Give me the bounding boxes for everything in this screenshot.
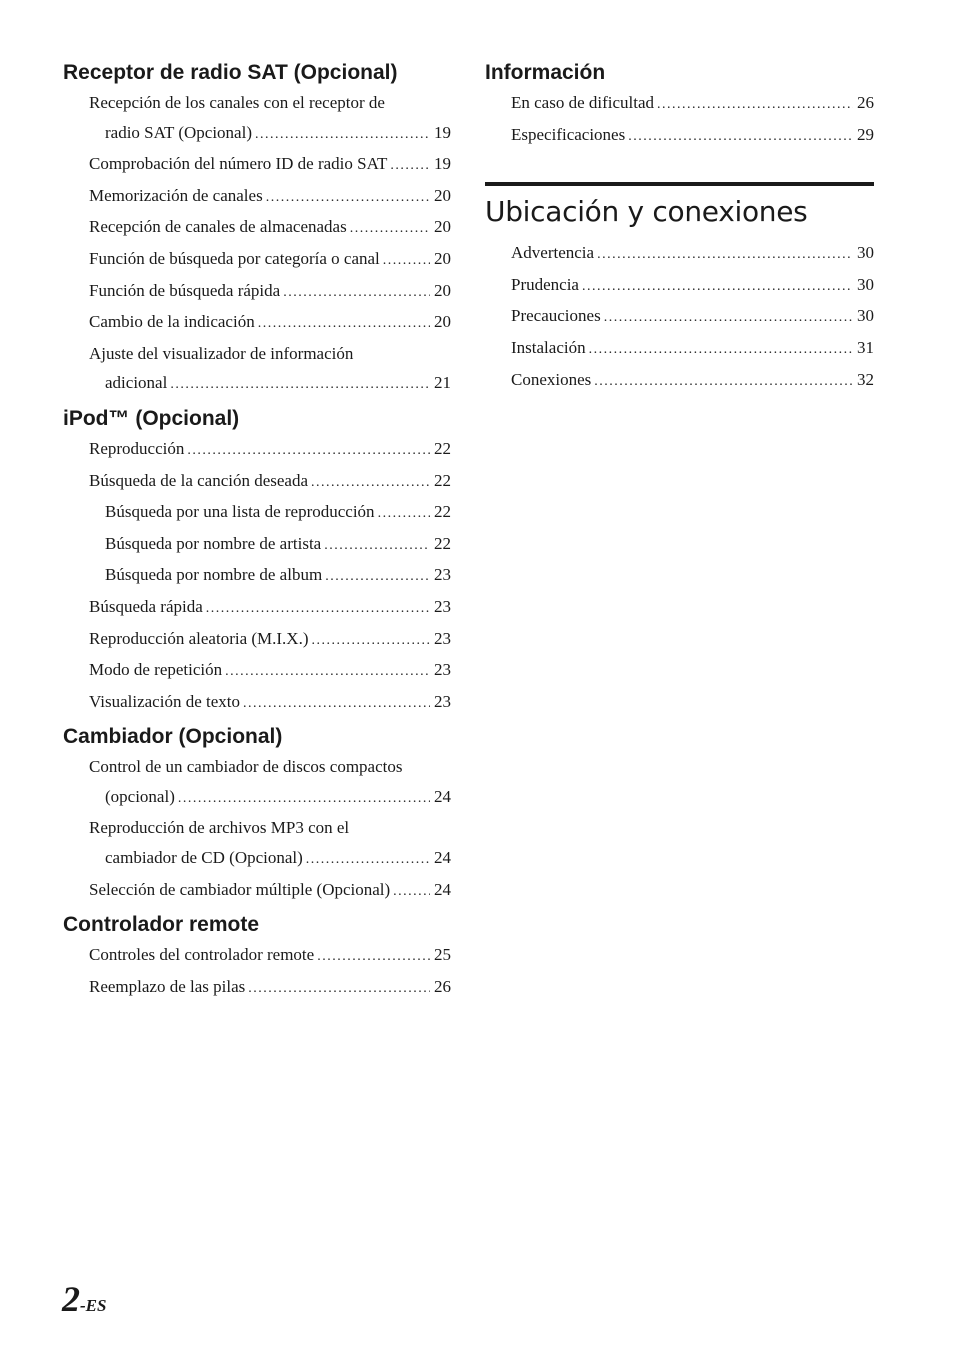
toc-page-number: 24 <box>434 879 451 899</box>
dot-leader <box>628 122 853 152</box>
toc-page-number: 22 <box>434 438 451 458</box>
toc-entry-text: Búsqueda rápida <box>89 596 203 616</box>
dot-leader <box>311 468 430 498</box>
toc-page-number: 23 <box>434 691 451 711</box>
toc-page-number: 22 <box>434 470 451 490</box>
dot-leader <box>657 90 853 120</box>
toc-entry-text: Función de búsqueda por categoría o canal <box>89 248 380 268</box>
toc-entry-text: Cambio de la indicación <box>89 312 255 332</box>
toc-entry-text: adicional <box>105 373 168 393</box>
toc-entry[interactable] <box>63 307 451 339</box>
toc-subentry[interactable] <box>63 529 451 561</box>
toc-entry[interactable] <box>485 333 874 365</box>
toc-page-number: 30 <box>857 274 874 294</box>
dot-leader <box>594 367 853 397</box>
toc-page-number: 22 <box>434 533 451 553</box>
toc-entry[interactable] <box>63 875 451 907</box>
toc-page-number: 26 <box>857 93 874 112</box>
toc-entry-text: Búsqueda por nombre de artista <box>105 533 322 553</box>
toc-entry-text: Búsqueda por una lista de reproducción <box>105 502 375 522</box>
toc-entry-text: cambiador de CD (Opcional) <box>105 848 303 868</box>
dot-leader <box>283 278 430 308</box>
toc-entry-text: Reproducción <box>89 438 185 458</box>
toc-entry-text: Modo de repetición <box>89 660 223 680</box>
page-number <box>62 1278 106 1320</box>
toc-page-number: 24 <box>434 848 451 868</box>
toc-entry[interactable] <box>63 655 451 687</box>
toc-entry[interactable] <box>63 972 451 1004</box>
toc-entry[interactable] <box>63 276 451 308</box>
toc-entry[interactable] <box>63 752 451 813</box>
dot-leader <box>206 594 430 624</box>
dot-leader <box>258 309 430 339</box>
toc-entry[interactable] <box>63 434 451 466</box>
dot-leader <box>324 531 430 561</box>
dot-leader <box>225 657 430 687</box>
dot-leader <box>248 974 430 1004</box>
toc-entry-text: Comprobación del número ID de radio SAT <box>89 154 388 174</box>
toc-entry[interactable] <box>485 365 874 397</box>
toc-entry[interactable] <box>485 270 874 302</box>
dot-leader <box>187 436 430 466</box>
toc-entry[interactable] <box>63 592 451 624</box>
toc-entry[interactable] <box>485 120 874 152</box>
toc-page-number: 20 <box>434 248 451 268</box>
toc-entry-text: Búsqueda de la canción deseada <box>89 470 309 490</box>
dot-leader <box>170 370 430 400</box>
toc-page-number: 23 <box>434 628 451 648</box>
toc-entry-text: En caso de dificultad <box>511 93 655 112</box>
toc-entry[interactable] <box>63 212 451 244</box>
toc-entry-text: Memorización de canales <box>89 185 263 205</box>
toc-page-number: 29 <box>857 124 874 144</box>
toc-entry-text: Selección de cambiador múltiple (Opcional) <box>89 879 391 899</box>
toc-entry-text: Búsqueda por nombre de album <box>105 565 323 585</box>
toc-entry-text: Recepción de los canales con el receptor de <box>89 93 385 112</box>
toc-page-number: 22 <box>434 502 451 522</box>
toc-entry-text: Advertencia <box>511 243 595 263</box>
toc-page-number: 32 <box>857 369 874 389</box>
toc-entry[interactable] <box>63 940 451 972</box>
dot-leader <box>255 120 430 150</box>
toc-entry-text: Reproducción de archivos MP3 con el <box>89 818 350 838</box>
page-language-suffix: -ES <box>80 1296 107 1315</box>
toc-entry[interactable] <box>485 88 874 120</box>
dot-leader <box>393 877 430 907</box>
toc-page-number: 31 <box>857 337 874 357</box>
dot-leader <box>178 784 430 814</box>
toc-page-number: 23 <box>434 596 451 616</box>
toc-entry-text: Visualización de texto <box>89 691 240 711</box>
toc-entry[interactable] <box>63 339 451 400</box>
dot-leader <box>350 214 430 244</box>
toc-entry-text: Recepción de canales de almacenadas <box>89 217 347 237</box>
dot-leader <box>325 562 430 592</box>
toc-page-number: 19 <box>434 154 451 174</box>
dot-leader <box>312 626 431 656</box>
toc-entry[interactable] <box>63 149 451 181</box>
toc-entry[interactable] <box>63 687 451 719</box>
toc-subentry[interactable] <box>63 560 451 592</box>
toc-entry-text: Función de búsqueda rápida <box>89 280 281 300</box>
dot-leader <box>597 240 853 270</box>
toc-entry-text: Control de un cambiador de discos compactos <box>89 757 403 777</box>
toc-page-number: 30 <box>857 243 874 263</box>
dot-leader <box>589 335 853 365</box>
dot-leader <box>266 183 430 213</box>
section-heading-ipod: iPod™ (Opcional) <box>63 406 240 430</box>
toc-entry[interactable] <box>63 88 451 149</box>
toc-page-number: 20 <box>434 312 451 332</box>
toc-page-number: 23 <box>434 565 451 585</box>
toc-entry-text: Especificaciones <box>511 124 626 144</box>
chapter-rule <box>485 182 874 186</box>
toc-entry-text: Controles del controlador remote <box>89 945 315 965</box>
toc-right-column <box>485 58 874 396</box>
toc-entry-text: Reemplazo de las pilas <box>89 976 246 996</box>
toc-entry-text: radio SAT (Opcional) <box>105 122 252 142</box>
dot-leader <box>306 845 430 875</box>
dot-leader <box>390 151 430 181</box>
toc-entry[interactable] <box>63 813 451 874</box>
chapter-title: Ubicación y conexiones <box>485 195 808 229</box>
toc-page-number: 20 <box>434 217 451 237</box>
dot-leader <box>383 246 430 276</box>
toc-page-number: 30 <box>857 306 874 326</box>
toc-page-number: 20 <box>434 280 451 300</box>
dot-leader <box>243 689 430 719</box>
toc-entry-text: (opcional) <box>105 786 175 806</box>
toc-entry[interactable] <box>63 181 451 213</box>
section-heading-changer: Cambiador (Opcional) <box>63 725 283 749</box>
dot-leader <box>378 499 430 529</box>
dot-leader <box>604 303 853 333</box>
toc-entry[interactable] <box>485 301 874 333</box>
toc-page-number: 23 <box>434 660 451 680</box>
toc-entry[interactable] <box>63 244 451 276</box>
section-heading-info: Información <box>485 61 606 84</box>
toc-entry[interactable] <box>485 238 874 270</box>
dot-leader <box>317 942 430 972</box>
toc-entry[interactable] <box>63 466 451 498</box>
section-heading-sat: Receptor de radio SAT (Opcional) <box>63 61 398 84</box>
dot-leader <box>582 272 853 302</box>
toc-entry-text: Precauciones <box>511 306 601 326</box>
toc-page-number: 26 <box>434 976 451 996</box>
toc-entry[interactable] <box>63 624 451 656</box>
toc-left-column <box>63 58 451 1003</box>
toc-page-number: 25 <box>434 945 451 965</box>
toc-entry-text: Conexiones <box>511 369 592 389</box>
toc-subentry[interactable] <box>63 497 451 529</box>
toc-page-number: 21 <box>434 373 451 393</box>
toc-entry-text: Prudencia <box>511 274 579 294</box>
toc-entry-text: Instalación <box>511 337 586 357</box>
toc-page-number: 20 <box>434 185 451 205</box>
toc-page-number: 19 <box>434 122 451 142</box>
toc-entry-text: Ajuste del visualizador de información <box>89 343 354 363</box>
page-number-digit: 2 <box>62 1279 80 1319</box>
toc-entry-text: Reproducción aleatoria (M.I.X.) <box>89 628 309 648</box>
toc-page-number: 24 <box>434 786 451 806</box>
section-heading-remote: Controlador remote <box>63 913 260 937</box>
